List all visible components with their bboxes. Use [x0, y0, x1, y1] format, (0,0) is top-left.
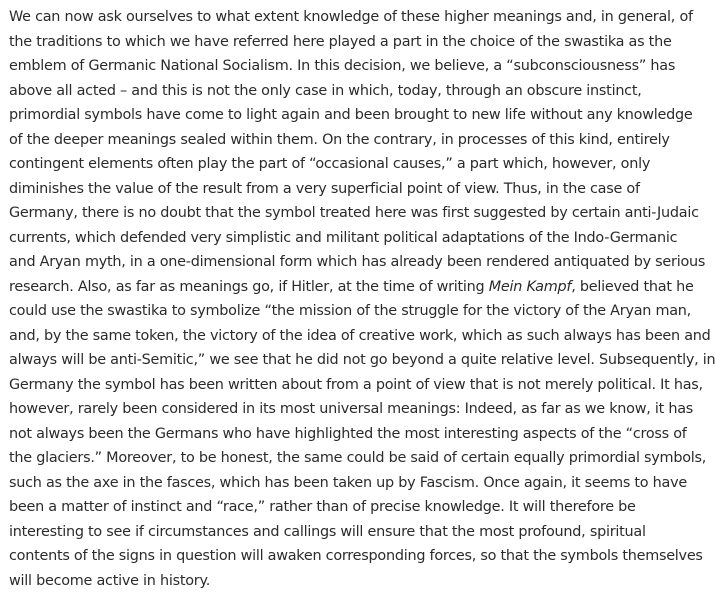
text-line: and Aryan myth, in a one-dimensional form which has already been rendered antiquated by serious — [9, 254, 706, 270]
text-segment: , believed that he — [571, 278, 694, 295]
text-line: will become active in history. — [9, 572, 211, 589]
text-segment: research. Also, as far as meanings go, if Hitler, at the time of writing — [9, 278, 489, 295]
text-line: above all acted – and this is not the only case in which, today, through an obscure instinct, — [9, 82, 642, 99]
text-line: currents, which defended very simplistic and militant political adaptations of the Indo-Germanic — [9, 229, 678, 246]
body-paragraph — [9, 5, 715, 593]
text-line: and, by the same token, the victory of the idea of creative work, which as such always has been and — [9, 327, 711, 344]
text-line: We can now ask ourselves to what extent knowledge of these higher meanings and, in general, of — [9, 9, 693, 25]
text-line: of the deeper meanings sealed within them. On the contrary, in processes of this kind, entirely — [9, 131, 670, 148]
text-line: Germany the symbol has been written about from a point of view that is not merely political. It has, — [9, 376, 703, 393]
text-line: interesting to see if circumstances and callings will ensure that the most profound, spiritual — [9, 523, 646, 540]
book-title: Mein Kampf — [488, 278, 572, 295]
text-line: diminishes the value of the result from a very superficial point of view. Thus, in the case of — [9, 180, 640, 197]
text-line: contents of the signs in question will awaken corresponding forces, so that the symbols themselves — [9, 548, 703, 564]
text-line: could use the swastika to symbolize “the mission of the struggle for the victory of the Aryan man, — [9, 303, 692, 319]
text-line: the traditions to which we have referred here played a part in the choice of the swastika as the — [9, 33, 672, 50]
text-line: not always been the Germans who have highlighted the most interesting aspects of the “cross of — [9, 425, 687, 442]
text-line: always will be anti-Semitic,” we see that he did not go beyond a quite relative level. Subsequently, in — [9, 352, 715, 368]
text-line: such as the axe in the fasces, which has been taken up by Fascism. Once again, it seems to have — [9, 474, 687, 491]
text-line: Germany, there is no doubt that the symbol treated here was first suggested by certain anti-Judaic — [9, 205, 699, 221]
text-line: been a matter of instinct and “race,” rather than of precise knowledge. It will therefore be — [9, 499, 636, 515]
text-line: primordial symbols have come to light again and been brought to new life without any knowledge — [9, 107, 693, 123]
text-line: contingent elements often play the part of “occasional causes,” a part which, however, only — [9, 156, 651, 172]
text-line: however, rarely been considered in its most universal meanings: Indeed, as far as we know, it has — [9, 401, 694, 417]
text-line-with-book-title — [9, 275, 694, 300]
text-line: emblem of Germanic National Socialism. In this decision, we believe, a “subconsciousness” has — [9, 58, 676, 74]
text-line: the glaciers.” Moreover, to be honest, the same could be said of certain equally primordial symbols, — [9, 450, 707, 466]
